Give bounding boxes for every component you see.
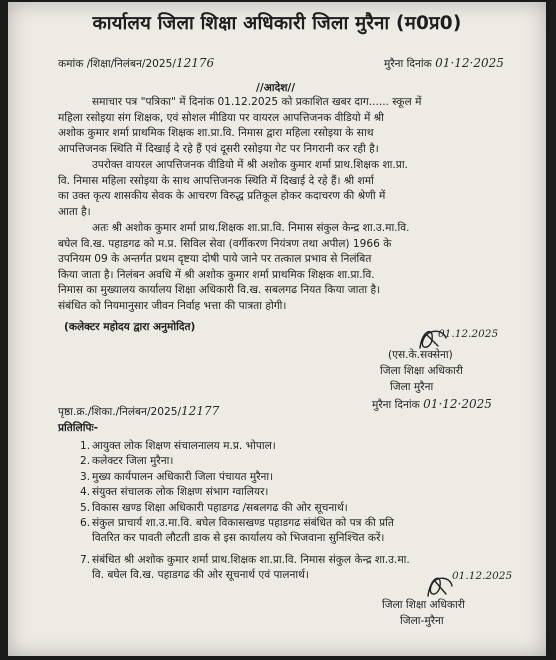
office-title: कार्यालय जिला शिक्षा अधिकारी जिला मुरैना (म0प्र0) bbox=[92, 13, 462, 34]
order-date-handwritten: 01·12·2025 bbox=[435, 56, 504, 70]
paragraph-news-report bbox=[58, 95, 421, 157]
order-number-prefix: कमांक /शिक्षा/निलंबन/2025/ bbox=[58, 58, 176, 70]
list-item: 2. कलेक्टर जिला मुरैना। bbox=[80, 455, 174, 468]
order-number-line bbox=[58, 56, 214, 71]
paragraph-misconduct bbox=[58, 158, 408, 220]
paragraph-line: का उक्त कृत्य शासकीय सेवक के आचरण विरुद्ध प्रतिकूल होकर कदाचरण की श्रेणी में bbox=[58, 190, 386, 203]
order-heading: //आदेश// bbox=[256, 82, 296, 94]
endorsement-number-handwritten: 12177 bbox=[181, 404, 220, 418]
paragraph-line: वि. निमास महिला रसोइया के साथ आपत्तिजनक स्थिति में दिखाई दे रहे हैं। श्री शर्मा bbox=[58, 174, 374, 187]
list-item: 7. संबंधित श्री अशोक कुमार शर्मा प्राथ.शिक्षक शा.प्रा.वि. निमास संकुल केन्द्र शा.उ.मा. bbox=[80, 553, 410, 566]
paragraph-line: संबंधित को नियमानुसार जीवन निर्वाह भत्ता की पात्रता होगी। bbox=[58, 299, 287, 312]
endorse-date-handwritten: 01·12·2025 bbox=[423, 397, 492, 411]
list-item: वितरित कर पावती लौटती डाक से इस कार्यालय को भिजवाना सुनिश्चित करें। bbox=[92, 532, 385, 545]
paragraph-suspension-order bbox=[58, 221, 410, 315]
paragraph-line: उपरोक्त वायरल आपत्तिजनक वीडियो में श्री अशोक कुमार शर्मा प्राथ.शिक्षक शा.प्रा. bbox=[92, 159, 408, 171]
endorsement-number-line bbox=[58, 404, 219, 419]
list-item: 5. विकास खण्ड शिक्षा अधिकारी पहाडगढ /सबलगढ की ओर सूचनार्थ। bbox=[80, 501, 348, 514]
paragraph-line: किया जाता है। निलंबन अवधि में श्री अशोक कुमार शर्मा प्राथमिक शिक्षक शा.प्रा.वि. bbox=[58, 268, 375, 281]
signature-date-handwritten: 01.12.2025 bbox=[438, 328, 499, 340]
copy-to-list bbox=[80, 439, 410, 584]
list-item: 6. संकुल प्राचार्य शा.उ.मा.वि. बघेल विकासखण्ड पहाडगढ संबंधित को पत्र की प्रति bbox=[80, 517, 394, 530]
list-item: 1. आयुक्त लोक शिक्षण संचालनालय म.प्र. भोपाल। bbox=[80, 440, 276, 452]
signature2-date-handwritten: 01.12.2025 bbox=[452, 570, 513, 582]
officer-name: (एस.के.सक्सेना) bbox=[388, 349, 453, 361]
copy-to-heading: प्रतिलिपिः- bbox=[58, 422, 99, 434]
officer-designation: जिला शिक्षा अधिकारी bbox=[380, 365, 463, 377]
list-item: 4. संयुक्त संचालक लोक शिक्षण संभाग ग्वालियर। bbox=[80, 486, 269, 499]
collector-approval-note: (कलेक्टर महोदय द्वारा अनुमोदित) bbox=[64, 321, 196, 333]
endorsement-number-prefix: पृष्ठा.क्र./शिका./निलंबन/2025/ bbox=[58, 406, 182, 418]
paragraph-line: अशोक कुमार शर्मा प्राथमिक शिक्षक शा.प्रा.वि. निमास द्वारा महिला रसोइया के साथ bbox=[58, 127, 374, 140]
paragraph-line: उपनियम 09 के अन्तर्गत प्रथम दृष्टया दोषी पाये जाने पर तत्काल प्रभाव से निलंबित bbox=[58, 253, 372, 266]
order-place-date-label: मुरैना दिनांक bbox=[384, 58, 432, 70]
list-item: 3. मुख्य कार्यपालन अधिकारी जिला पंचायत मुरैना। bbox=[80, 470, 274, 483]
endorse-place-date-label: मुरैना दिनांक bbox=[372, 399, 420, 411]
endorse-date-line bbox=[372, 397, 492, 412]
list-item: वि. बघेल वि.ख. पहाडगढ की ओर सूचनार्थ एवं पालनार्थ। bbox=[92, 569, 309, 582]
paragraph-line: निमास का मुख्यालय कार्यालय शिक्षा अधिकारी वि.ख. सबलगढ नियत किया जाता है। bbox=[58, 284, 381, 297]
signatory-district: जिला-मुरैना bbox=[400, 615, 444, 627]
order-date-line bbox=[384, 56, 504, 71]
signatory-designation: जिला शिक्षा अधिकारी bbox=[382, 599, 465, 611]
paragraph-line: आपत्तिजनक स्थिति में दिखाई दे रहे हैं एवं दूसरी रसोइया गेट पर निगरानी कर रही है। bbox=[58, 142, 379, 155]
paragraph-line: बघेल वि.ख. पहाडगढ को म.प्र. सिविल सेवा (वर्गीकरण नियंत्रण तथा अपील) 1966 के bbox=[58, 237, 392, 250]
paragraph-line: अतः श्री अशोक कुमार शर्मा प्राथ.शिक्षक शा.प्रा.वि. निमास संकुल केन्द्र शा.उ.मा.वि. bbox=[92, 222, 410, 234]
paragraph-line: महिला रसोइया संग शिक्षक, एवं सोशल मीडिया पर वायरल आपत्तिजनक वीडियो में श्री bbox=[58, 111, 384, 124]
paragraph-line: आता है। bbox=[58, 205, 91, 218]
officer-district: जिला मुरैना bbox=[390, 381, 434, 393]
order-document bbox=[8, 2, 546, 656]
order-number-handwritten: 12176 bbox=[175, 56, 215, 70]
paragraph-line: समाचार पत्र "पत्रिका" में दिनांक 01.12.2025 को प्रकाशित खबर दाग...... स्कूल में bbox=[92, 96, 422, 108]
